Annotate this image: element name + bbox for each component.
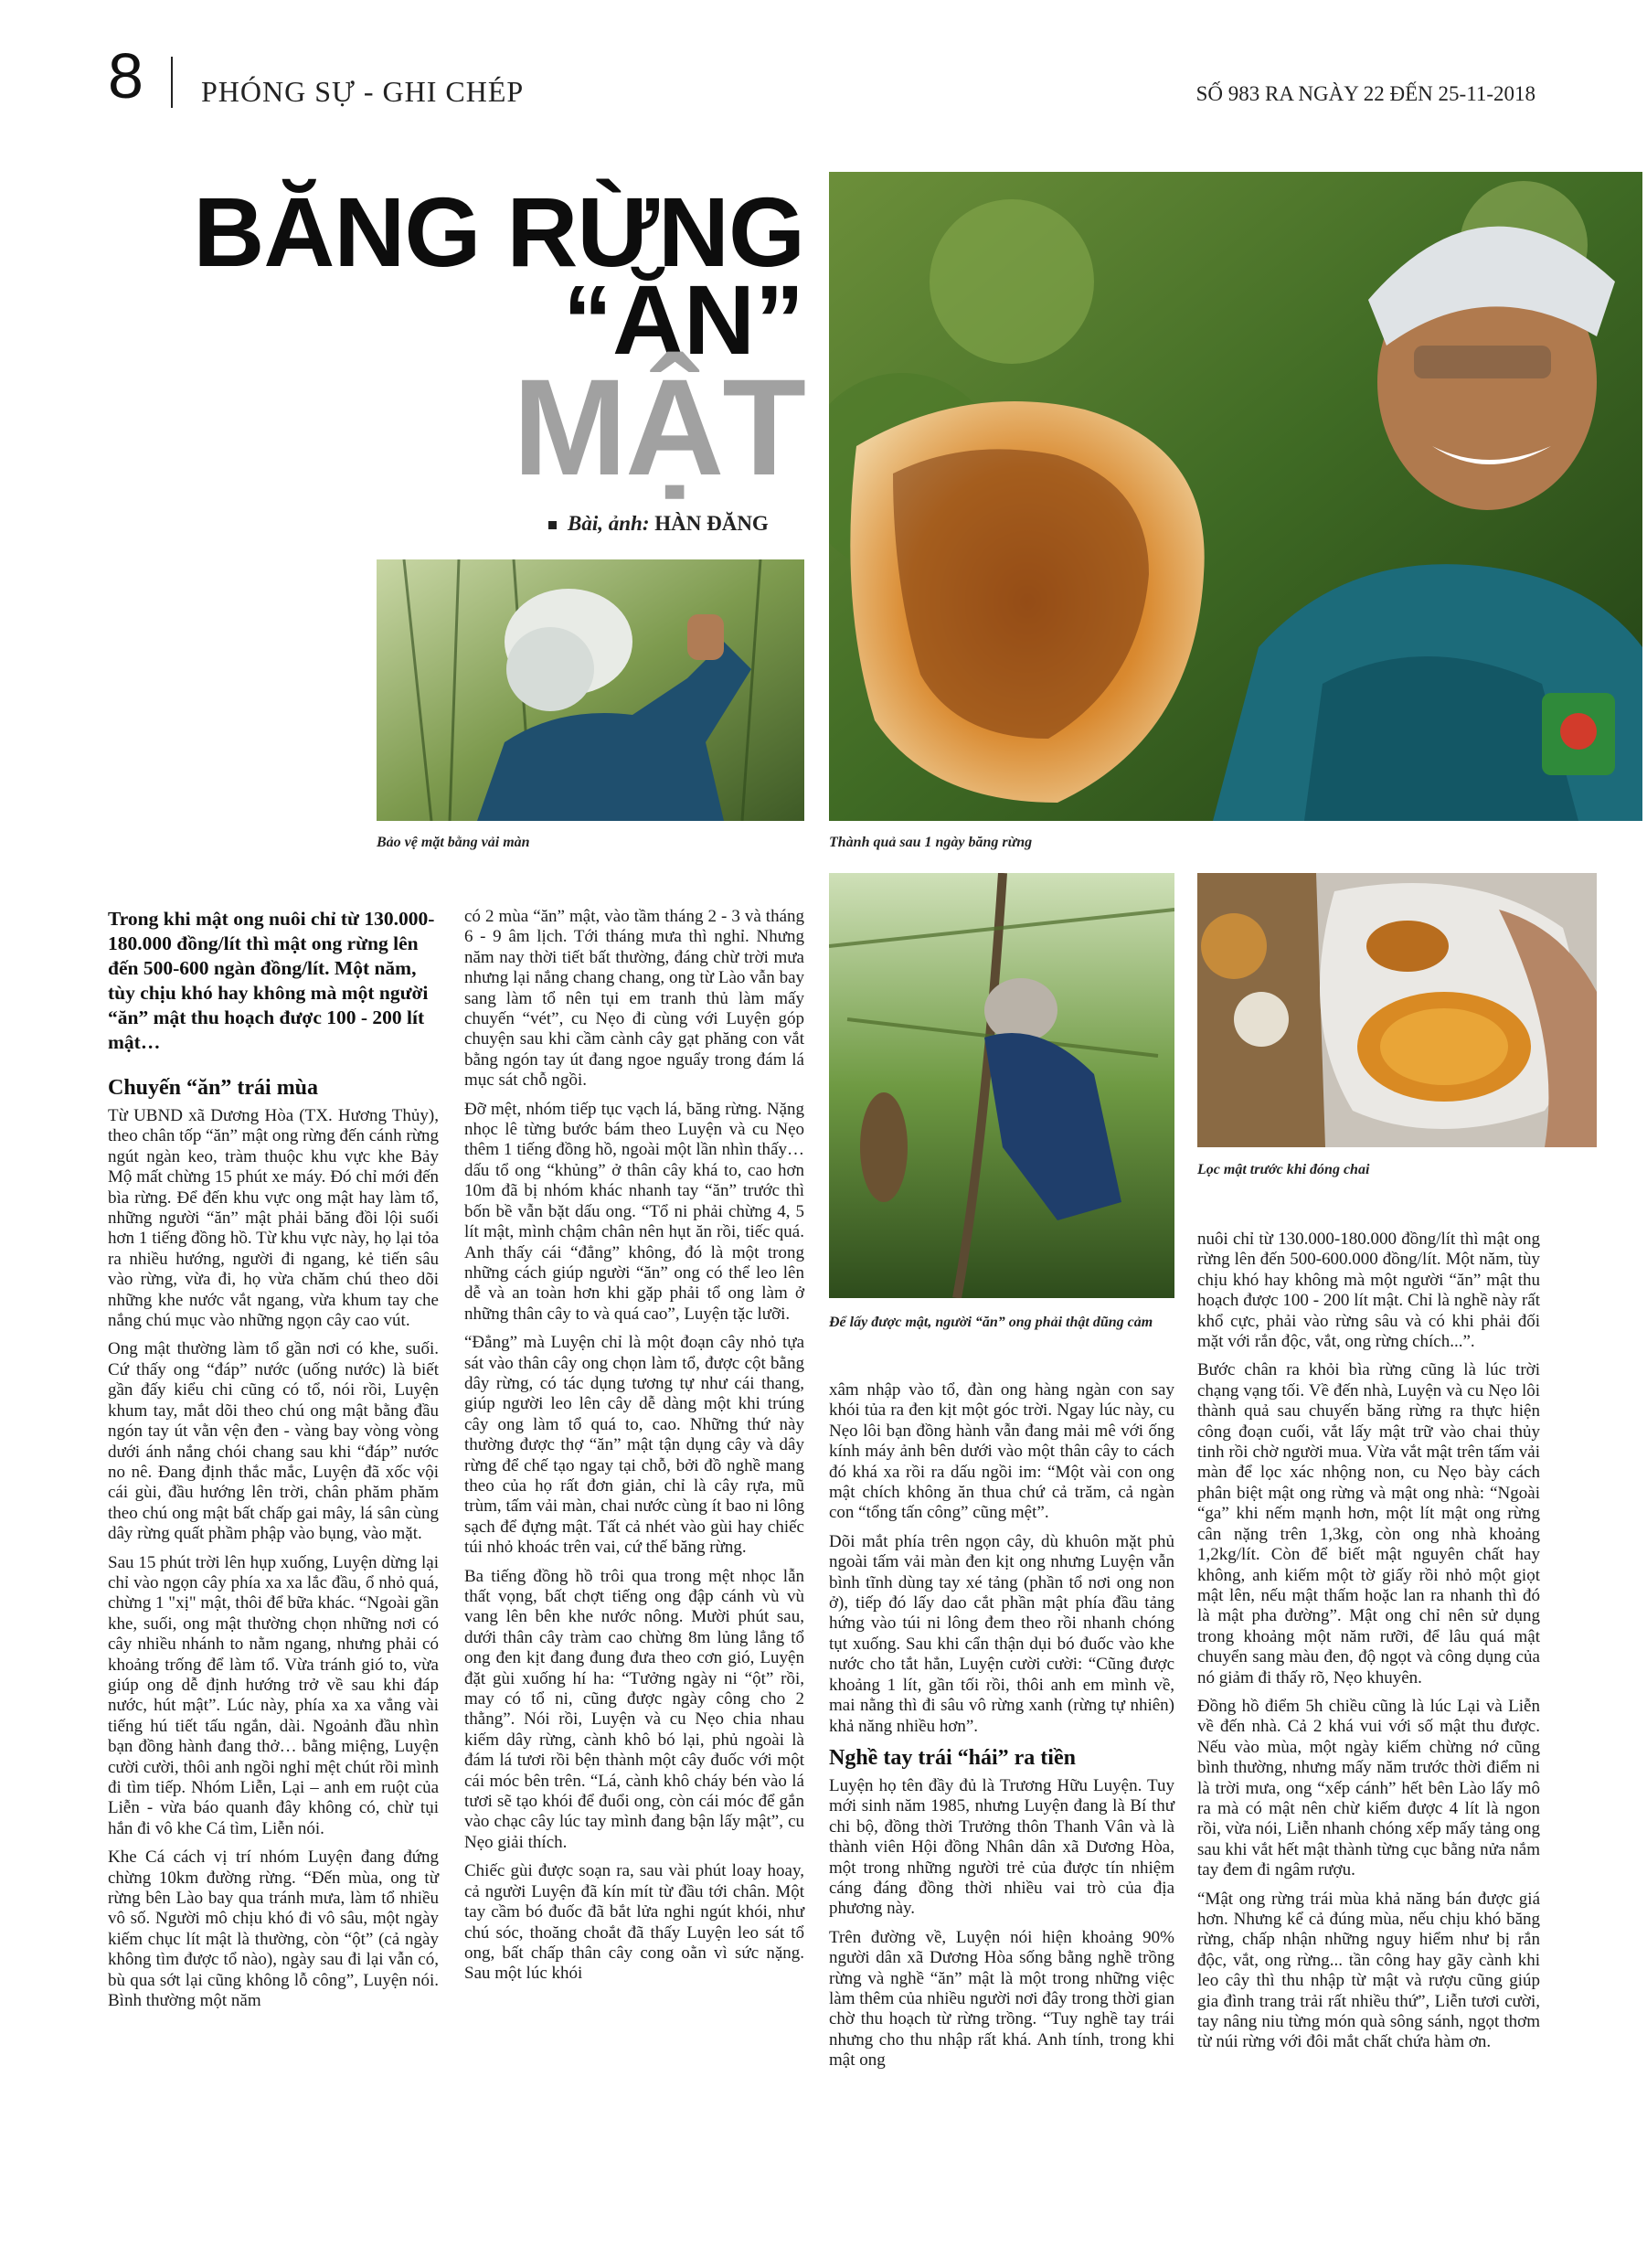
byline-author: HÀN ĐĂNG	[654, 512, 769, 535]
paragraph: Sau 15 phút trời lên hụp xuống, Luyện dừng lại chỉ vào ngọn cây phía xa xa lắc đầu, ổ nhỏ quá, chừng 1 "xị" mật, thôi để bữa khác. “Ngoài gần khe, suối, ong mật thường chọn những nơi có cây nhiều nhánh to nằm ngang, nhưng phải có khoảng trống để làm tổ. Vừa tránh gió to, vừa giúp ong dễ định hướng trở về sau khi đáp nước, hút mật”. Lúc này, phía xa xa vẳng vài tiếng hú tiết tấu ngắn, dài. Ngoảnh đầu nhìn bạn đồng hành đang thở… bằng miệng, Luyện cười cười, thôi anh ngồi nghỉ mệt chút rồi mình đi tìm tiếp. Nhóm Liễn, Lại – anh em ruột của Liễn - vừa báo quanh đây không có, chừ tụi hắn đi vô khe Cá tìm, Liễn nói.	[108, 1552, 439, 1838]
paragraph: Khe Cá cách vị trí nhóm Luyện đang đứng chừng 10km đường rừng. “Đến mùa, ong từ rừng bên Lào bay qua tránh mưa, làm tổ nhiều vô số. Người mô chịu khó đi vô sâu, một ngày kiếm chục lít mật là thường, còn “ột” (cả ngày không tìm được tổ nào), ngày sau đi lại vẫn có, bù qua sớt lại cũng không lỗ công”, Luyện nói. Bình thường một năm	[108, 1847, 439, 2011]
caption-climbing-tree: Để lấy được mật, người “ăn” ong phải thật dũng cảm	[829, 1315, 1153, 1330]
headline-line-1: BĂNG RỪNG	[193, 176, 804, 287]
headline-line-2: “ĂN”	[563, 264, 804, 375]
photo-beekeeper-net	[377, 559, 804, 821]
paragraph: Đỡ mệt, nhóm tiếp tục vạch lá, băng rừng. Nặng nhọc lê từng bước bám theo Luyện và cu Nẹo thêm 1 tiếng đồng hồ, ngoài một lần nhìn thấy… dấu tổ ong “khủng” ở thân cây khá to, cao hơn 10m đã bị nhóm khác nhanh tay “ăn” trước thì bốn bề vẫn bặt dấu ong. “Tổ ni phải chừng 4, 5 lít mật, mình chậm chân nên hụt ăn rồi, tiếc quá. Anh thấy cái “đẳng” không, đó là một trong những cách giúp người “ăn” ong có thể leo lên dễ và an toàn hơn khi gặp phải tổ ong làm ở những thân cây to và quá cao”, Luyện tặc lưỡi.	[464, 1099, 804, 1324]
subheading-2: Nghề tay trái “hái” ra tiền	[829, 1745, 1076, 1770]
paragraph: “Đẳng” mà Luyện chỉ là một đoạn cây nhỏ tựa sát vào thân cây ong chọn làm tổ, được cột bằng dây rừng, có tác dụng tương tự như cái thang, giúp người leo lên cây dễ dàng một khi trúng cây ong làm tổ quá to, cao. Những thứ này thường được thợ “ăn” mật tận dụng cây và dây rừng để chế tạo ngay tại chỗ, bởi đồ nghề mang theo của họ rất đơn giản, chỉ là cây rựa, mũ trùm, tấm vải màn, chai nước cùng ít bao ni lông sạch để đựng mật. Tất cả nhét vào gùi hay chiếc túi nhỏ khoác trên vai, cứ thế băng rừng.	[464, 1333, 804, 1558]
subheading-1: Chuyến “ăn” trái mùa	[108, 1076, 319, 1100]
section-label: PHÓNG SỰ - GHI CHÉP	[201, 75, 525, 108]
issue-info: SỐ 983 RA NGÀY 22 ĐẾN 25-11-2018	[1195, 82, 1535, 105]
text-column-4	[1197, 1230, 1540, 2061]
paragraph: Trên đường về, Luyện nói hiện khoảng 90% người dân xã Dương Hòa sống bằng nghề trồng rừng và nghề “ăn” mật là một trong những việc làm thêm của nhiều người nơi đây trong thời gian chờ thu hoạch từ rừng trồng. “Tuy nghề tay trái nhưng cho thu nhập rất khá. Anh tính, trong khi mật ong	[829, 1927, 1174, 2071]
paragraph: Ba tiếng đồng hồ trôi qua trong mệt nhọc lẫn thất vọng, bất chợt tiếng ong đập cánh vù vù vang lên bên khe nước nông. Mười phút sau, dưới thân cây tràm cao chừng 8m lủng lẳng tổ ong đen kịt đang đung đưa theo cơn gió, Luyện đặt gùi xuống hí ha: “Tưởng ngày ni “ột” rồi, may có tổ ni, cũng được ngày công cho 2 thằng”. Nói rồi, Luyện và cu Nẹo chia nhau kiếm dây rừng, cành khô bó lại, phủ ngoài là đám lá tươi rồi bện thành một cây đuốc với một cái móc bên trên. “Lá, cành khô cháy bén vào lá tươi sẽ tạo khói để đuổi ong, còn cái móc để gắn vào chạc cây lúc tay mình đang bận lấy mật”, cu Nẹo giải thích.	[464, 1566, 804, 1852]
paragraph: Từ UBND xã Dương Hòa (TX. Hương Thủy), theo chân tốp “ăn” mật ong rừng đến cánh rừng ngút ngàn keo, tràm thuộc khu vực khe Bảy Mộ mất chừng 15 phút xe máy. Đó chỉ mới đến bìa rừng. Để đến khu vực ong mật hay làm tổ, những người “ăn” mật phải băng đồi lội suối hơn 1 tiếng đồng hồ. Từ khu vực này, họ lại tỏa ra nhiều hướng, người đi ngang, kẻ tiến sâu vào rừng, vừa đi, họ vừa chăm chú theo dõi những khe nước vắt ngang, vừa khum tay che nắng chú mục vào những ngọn cây cao vút.	[108, 1106, 439, 1331]
lead-paragraph: Trong khi mật ong nuôi chỉ từ 130.000-180.000 đồng/lít thì mật ong rừng lên đến 500-600 ngàn đồng/lít. Một năm, tùy chịu khó hay không mà một người “ăn” mật thu hoạch được 100 - 200 lít mật…	[108, 908, 435, 1053]
text-column-2	[464, 907, 804, 1993]
page-number: 8	[108, 40, 143, 112]
photo-climbing-tree-illustration	[829, 873, 1174, 1298]
paragraph: Ong mật thường làm tổ gần nơi có khe, suối. Cứ thấy ong “đáp” nước (uống nước) là biết gần đấy kiểu chi cũng có tổ, nói rồi, Luyện khum tay, mắt dõi theo chú ong mật bằng đầu ngón tay út vằn vện đen - vàng bay vòng vòng dưới ánh nắng chói chang sau khi “đáp” nước no nê. Đang định thắc mắc, Luyện đã xốc vội cái gùi, đầu hướng lên trời, chân phăm phăm theo chú ong mật bất chấp gai mây, lá sân cùng dây rừng quất phầm phập vào bụng, vào mặt.	[108, 1339, 439, 1544]
photo-beekeeper-net-illustration	[377, 559, 804, 821]
headline-line-3: MẬT	[513, 350, 804, 504]
paragraph: Luyện họ tên đầy đủ là Trương Hữu Luyện. Tuy mới sinh năm 1985, nhưng Luyện đang là Bí thư chi bộ, đồng thời Trưởng thôn Thanh Vân và là thành viên Hội đồng Nhân dân xã Dương Hòa, một trong những người trẻ của được tín nhiệm cáng đáng đồng thời nhiều vai trò của địa phương này.	[829, 1775, 1174, 1919]
paragraph: Dõi mắt phía trên ngọn cây, dù khuôn mặt phủ ngoài tấm vải màn đen kịt ong nhưng Luyện vẫn bình tĩnh dùng tay xé tảng (phần tổ nơi ong non ở), tiếp đó lấy dao cắt phần mật phía đầu tảng hứng vào túi ni lông đem theo rồi nhanh chóng tụt xuống. Sau khi cẩn thận dụi bó đuốc vào khe nước cho tắt hẳn, Luyện cười cười: “Cũng được khoảng 1 lít, gần tối rồi, thôi anh em mình về, mai nằng thì đi sâu vô rừng xanh (rừng tự nhiên) khả năng nhiều hơn”.	[829, 1531, 1174, 1736]
photo-filtering-honey	[1197, 873, 1597, 1147]
text-column-3	[829, 1380, 1174, 2080]
byline	[548, 512, 769, 536]
paragraph: Bước chân ra khỏi bìa rừng cũng là lúc trời chạng vạng tối. Về đến nhà, Luyện và cu Nẹo lôi thành quả sau chuyến băng rừng ra thực hiện công đoạn cuối, vắt lấy mật trữ vào chai thủy tinh rồi chờ người mua. Vừa vắt mật trên tấm vải màn để lọc xác nhộng non, cu Nẹo bày cách phân biệt mật ong rừng và mật ong nhà: “Ngoài “ga” khi nếm mạnh hơn, một lít mật ong rừng cân nặng trên 1,3kg, còn ong nhà khoảng 1,2kg/lít. Còn để biết mật nguyên chất hay không, anh kiếm một tờ giấy rồi nhỏ một giọt mật lên, nếu mật thấm hoặc lan ra nhanh thì đó là mật pha đường”. Mật ong chỉ nên sử dụng trong khoảng một năm rưỡi, để lâu quá mật chuyển sang màu đen, độ ngọt và công dụng của nó giảm đi thấy rõ, Nẹo khuyên.	[1197, 1360, 1540, 1688]
caption-honeycomb-portrait: Thành quả sau 1 ngày băng rừng	[829, 835, 1033, 850]
text-column-1	[108, 907, 439, 2019]
paragraph: xâm nhập vào tổ, đàn ong hàng ngàn con say khói tủa ra đen kịt một góc trời. Ngay lúc này, cu Nẹo lôi bạn đồng hành vẫn đang mải mê với ống kính máy ảnh bên dưới vào một thân cây to cách đó khá xa rồi ra dấu ngồi im: “Một vài con ong mật chích không ăn thua chứ cả trăm, cả ngàn con “tổng tấn công” cũng mệt”.	[829, 1380, 1174, 1523]
bullet-square-icon	[548, 521, 557, 529]
paragraph: nuôi chỉ từ 130.000-180.000 đồng/lít thì mật ong rừng lên đến 500-600.000 đồng/lít. Một năm, tùy chịu khó hay không mà một người “ăn” mật thu hoạch được 100 - 200 lít mật. Chỉ là nghề này rất khổ cực, phải vào rừng sâu và có khi phải đối mặt với rắn độc, vắt, ong rừng chích...”.	[1197, 1230, 1540, 1352]
paragraph: Đồng hồ điểm 5h chiều cũng là lúc Lại và Liễn về đến nhà. Cả 2 khá vui với số mật thu được. Nếu vào mùa, một ngày kiếm chừng nớ cũng bình thường, nhưng mấy năm trước thời điểm ni là trời mưa, ong “xếp cánh” hết bên Lào lấy mô ra mà có mật nên chừ kiếm được 4 lít là ngon rồi, vừa nói, Liễn nhanh chóng xếp mấy tảng ong sau khi vắt hết mật thành từng cục bằng nửa nắm tay đem đi ngâm rượu.	[1197, 1696, 1540, 1880]
caption-beekeeper-net: Bảo vệ mặt bằng vải màn	[377, 835, 530, 850]
paragraph: Chiếc gùi được soạn ra, sau vài phút loay hoay, cả người Luyện đã kín mít từ đầu tới chân. Một tay cầm bó đuốc đã bắt lửa nghi ngút khói, như chú sóc, thoăng choắt đã thấy Luyện leo sát tổ ong, bất chấp thân cây cong oằn vì sức nặng. Sau một lúc khói	[464, 1861, 804, 1984]
paragraph: có 2 mùa “ăn” mật, vào tầm tháng 2 - 3 và tháng 6 - 9 âm lịch. Tới tháng mưa thì nghỉ. Nhưng năm nay thời tiết bất thường, đáng chừ trời mưa nhưng lại nắng chang chang, ong từ Lào vẫn bay sang làm tổ nên tụi em tranh thủ làm mấy chuyến “vét”, cu Nẹo đi cùng với Luyện góp chuyện sau khi cầm cành cây gạt phăng con vắt bằng ngón tay út đang ngoe nguẩy trong đám lá mục sát chỗ ngồi.	[464, 907, 804, 1091]
byline-prefix: Bài, ảnh:	[568, 512, 650, 535]
header-divider	[171, 57, 173, 108]
photo-filtering-honey-illustration	[1197, 873, 1597, 1147]
paragraph: “Mật ong rừng trái mùa khả năng bán được giá hơn. Nhưng kể cả đúng mùa, nếu chịu khó băng rừng, chấp nhận những nguy hiểm như bị rắn độc, vắt, ong rừng... tần công hay gãy cành khi leo cây thì thu nhập từ mật và rượu cũng giúp gia đình trang trải rất nhiều thứ”, Liễn tươi cười, tay nâng niu từng món quà sông sánh, ngọt thơm từ núi rừng với đôi mắt chất chứa hàm ơn.	[1197, 1889, 1540, 2052]
caption-filtering-honey: Lọc mật trước khi đóng chai	[1197, 1162, 1370, 1177]
photo-climbing-tree	[829, 873, 1174, 1298]
photo-honeycomb-portrait	[829, 172, 1642, 821]
photo-honeycomb-portrait-illustration	[829, 172, 1642, 821]
